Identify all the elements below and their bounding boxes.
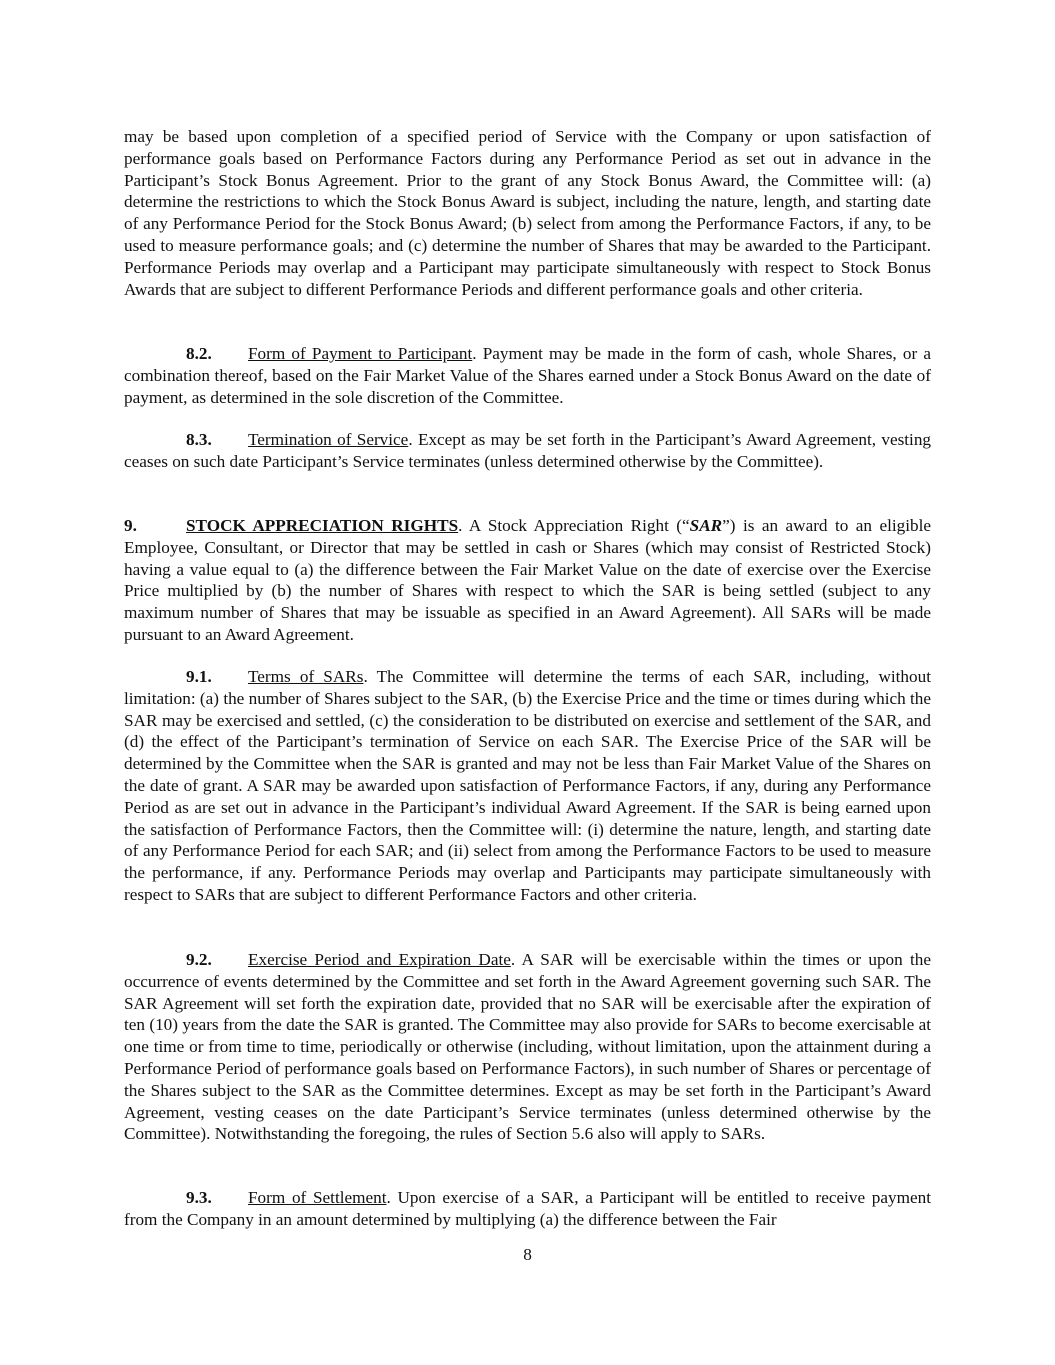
paragraph-text: may be based upon completion of a specified period of Service with the Company or upon satisfaction of performance goals based on Performance Factors during any Performance Period as set out in advance in the Participant’s Stock Bonus Agreement. Prior to the grant of any Stock Bonus Award, the Committee will: (a) determine the restrictions to which the Stock Bonus Award is subject, including the nature, length, and starting date of any Performance Period for the Stock Bonus Award; (b) select from among the Performance Factors, if any, to be used to measure performance goals; and (c) determine the number of Shares that may be awarded to the Participant. Performance Periods may overlap and a Participant may participate simultaneously with respect to Stock Bonus Awards that are subject to different Performance Periods and different performance goals and other criteria.: [124, 127, 931, 299]
section-heading: Exercise Period and Expiration Date: [248, 950, 511, 969]
section-text: . The Committee will determine the terms of each SAR, including, without limitation: (a) the number of Shares subject to the SAR, (b) the Exercise Price and the time or times during which the SAR may be exercised and settled, (c) the consideration to be distributed on exercise and settlement of the SAR, and (d) the effect of the Participant’s termination of Service on each SAR. The Exercise Price of the SAR will be determined by the Committee when the SAR is granted and may not be less than Fair Market Value of the Shares on the date of grant. A SAR may be awarded upon satisfaction of Performance Factors, if any, during any Performance Period as are set out in advance in the Participant’s individual Award Agreement. If the SAR is being earned upon the satisfaction of Performance Factors, then the Committee will: (i) determine the nature, length, and starting date of any Performance Period for each SAR; and (ii) select from among the Performance Factors to be used to measure the performance, if any. Performance Periods may overlap and Participants may participate simultaneously with respect to SARs that are subject to different Performance Factors and other criteria.: [124, 667, 931, 904]
section-text: . Payment may be made in the form of cash, whole Shares, or a combination thereof, based on the Fair Market Value of the Shares earned under a Stock Bonus Award on the date of payment, as determined in the sole discretion of the Committee.: [124, 344, 931, 407]
paragraph-continuation: [124, 126, 931, 300]
section-text: . A SAR will be exercisable within the times or upon the occurrence of events determined by the Committee and set forth in the Award Agreement governing such SAR. The SAR Agreement will set forth the expiration date, provided that no SAR will be exercisable after the expiration of ten (10) years from the date the SAR is granted. The Committee may also provide for SARs to become exercisable at one time or from time to time, periodically or otherwise (including, without limitation, upon the attainment during a Performance Period of performance goals based on Performance Factors), in such number of Shares or percentage of the Shares subject to the SAR as the Committee determines. Except as may be set forth in the Participant’s Award Agreement, vesting ceases on the date Participant’s Service terminates (unless determined otherwise by the Committee). Notwithstanding the foregoing, the rules of Section 5.6 also will apply to SARs.: [124, 950, 931, 1144]
section-heading: Terms of SARs: [248, 667, 364, 686]
section-number: 8.3.: [186, 430, 212, 449]
section-text: . Upon exercise of a SAR, a Participant will be entitled to receive payment from the Company in an amount determined by multiplying (a) the difference between the Fair: [124, 1188, 931, 1229]
defined-term: SAR: [689, 516, 723, 535]
section-text: ”) is an award to an eligible Employee, Consultant, or Director that may be settled in cash or Shares (which may consist of Restricted Stock) having a value equal to (a) the difference between the Fair Market Value on the date of exercise over the Exercise Price multiplied by (b) the number of Shares with respect to which the SAR is being settled (subject to any maximum number of Shares that may be issuable as specified in an Award Agreement). All SARs will be made pursuant to an Award Agreement.: [124, 516, 931, 644]
section-8-2: [124, 343, 931, 408]
page-number: 8: [523, 1245, 532, 1264]
section-heading: Form of Payment to Participant: [248, 344, 473, 363]
section-heading: Termination of Service: [248, 430, 409, 449]
section-number: 9.: [124, 516, 137, 535]
section-number: 9.2.: [186, 950, 212, 969]
section-9-2: [124, 949, 931, 1145]
section-number: 9.1.: [186, 667, 212, 686]
section-text: . A Stock Appreciation Right (“: [458, 516, 690, 535]
section-text: . Except as may be set forth in the Participant’s Award Agreement, vesting ceases on such date Participant’s Service terminates (unless determined otherwise by the Committee).: [124, 430, 932, 471]
section-heading: STOCK APPRECIATION RIGHTS: [186, 516, 459, 535]
section-heading: Form of Settlement: [248, 1188, 387, 1207]
section-9-1: [124, 666, 931, 906]
section-8-3: [124, 429, 931, 473]
section-number: 9.3.: [186, 1188, 212, 1207]
section-9: [124, 515, 931, 646]
section-9-3: [124, 1187, 931, 1231]
section-number: 8.2.: [186, 344, 212, 363]
